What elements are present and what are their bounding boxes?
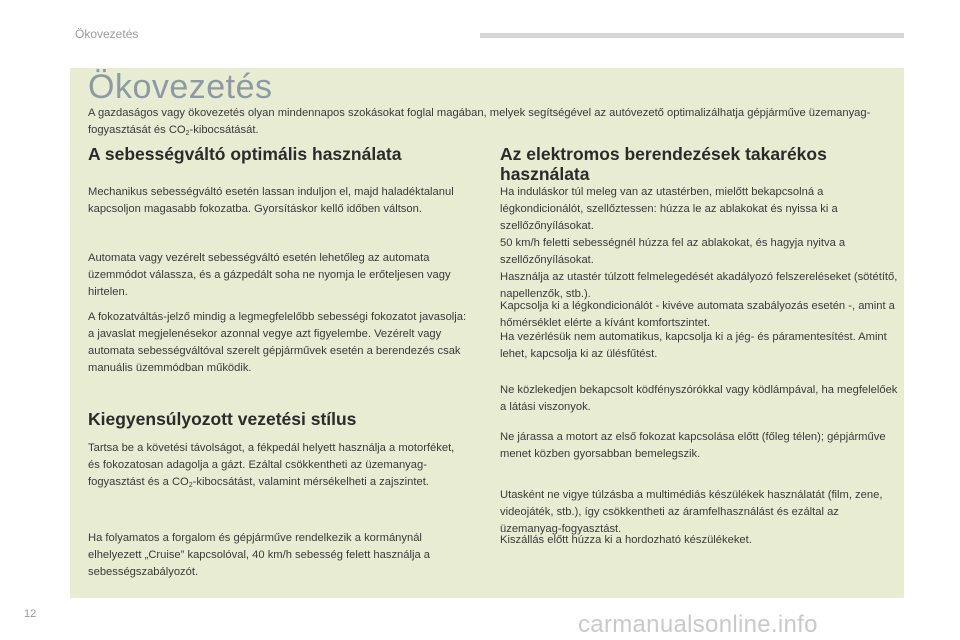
electrical-paragraph-7: Ne járassa a motort az első fokozat kapcsolása előtt (főleg télen); gépjárműve menet közben gyorsabban bemelegszik. (500, 431, 886, 460)
gearbox-paragraph-1: Mechanikus sebességváltó esetén lassan induljon el, majd haladéktalanul kapcsoljon magasabb fokozatba. Gyorsításkor kellő időben váltson. (88, 186, 454, 215)
driving-style-paragraph-1 (88, 440, 468, 494)
driving-style-subscript: 2 (188, 482, 193, 489)
electrical-paragraph-9: Kiszállás előtt húzza ki a hordozható készülékeket. (500, 534, 752, 546)
watermark-text: carmanualsonline.info (578, 611, 818, 638)
gearbox-paragraph-2: Automata vagy vezérelt sebességváltó esetén lehetőleg az automata üzemmódot válassza, és a gázpedált soha ne nyomja le erőteljesen vagy hirtelen. (88, 252, 451, 298)
driving-style-paragraph-2: Ha folyamatos a forgalom és gépjárműve rendelkezik a kormánynál elhelyezett „Cruise” kapcsolóval, 40 km/h sebesség felett használja a sebességszabályozót. (88, 532, 431, 578)
intro-paragraph (88, 105, 900, 142)
intro-text-1: A gazdaságos vagy ökovezetés olyan mindennapos szokásokat foglal magában, melyek segítségével az autóvezető optimalizálhatja gépjárműve üzemanyag-fogyasztását és CO (88, 107, 871, 136)
electrical-paragraph-2: 50 km/h feletti sebességnél húzza fel az ablakokat, és hagyja nyitva a szellőzőnyílásokat. (500, 237, 846, 266)
page-number: 12 (24, 608, 37, 620)
section-title-driving-style: Kiegyensúlyozott vezetési stílus (88, 409, 357, 429)
running-header-title: Ökovezetés (75, 27, 139, 41)
gearbox-paragraph-3: A fokozatváltás-jelző mindig a legmegfelelőbb sebességi fokozatot javasolja: a javaslat megjelenésekor azonnal vegye azt figyelembe. Vezérelt vagy automata sebességváltóval szerelt gépjárművek esetén a berendezés csak manuális üzemmódban működik. (88, 311, 467, 374)
page-title: Ökovezetés (88, 68, 273, 106)
header-rule (480, 33, 904, 38)
section-title-gearbox: A sebességváltó optimális használata (88, 144, 402, 164)
electrical-paragraph-3: Használja az utastér túlzott felmelegedését akadályozó felszereléseket (sötétítő, napellenzők, stb.). (500, 271, 898, 300)
electrical-paragraph-1: Ha induláskor túl meleg van az utastérben, mielőtt bekapcsolná a légkondicionálót, szellőztessen: húzza le az ablakokat és nyissa ki a szellőzőnyílásokat. (500, 186, 838, 232)
intro-text-2: -kibocsátását. (189, 124, 259, 136)
intro-subscript: 2 (185, 130, 190, 137)
driving-style-text-1: Tartsa be a követési távolságot, a fékpedál helyett használja a motorféket, és fokozatosan adagolja a gázt. Ezáltal csökkentheti az üzemanyag-fogyasztást és a CO (88, 442, 455, 488)
electrical-paragraph-8: Utasként ne vigye túlzásba a multimédiás készülékek használatát (film, zene, videojáték, stb.), így csökkentheti az áramfelhasználást és ezáltal az üzemanyag-fogyasztást. (500, 489, 883, 535)
electrical-paragraph-6: Ne közlekedjen bekapcsolt ködfényszórókkal vagy ködlámpával, ha megfelelőek a látási viszonyok. (500, 384, 898, 413)
section-title-electrical: Az elektromos berendezések takarékos használata (500, 144, 827, 184)
electrical-paragraph-4: Kapcsolja ki a légkondicionálót - kivéve automata szabályozás esetén -, amint a hőmérséklet elérte a kívánt komfortszintet. (500, 300, 895, 329)
driving-style-text-2: -kibocsátást, valamint mérsékelheti a zajszintet. (192, 476, 429, 488)
electrical-paragraph-5: Ha vezérlésük nem automatikus, kapcsolja ki a jég- és páramentesítést. Amint lehet, kapcsolja ki az ülésfűtést. (500, 331, 887, 360)
